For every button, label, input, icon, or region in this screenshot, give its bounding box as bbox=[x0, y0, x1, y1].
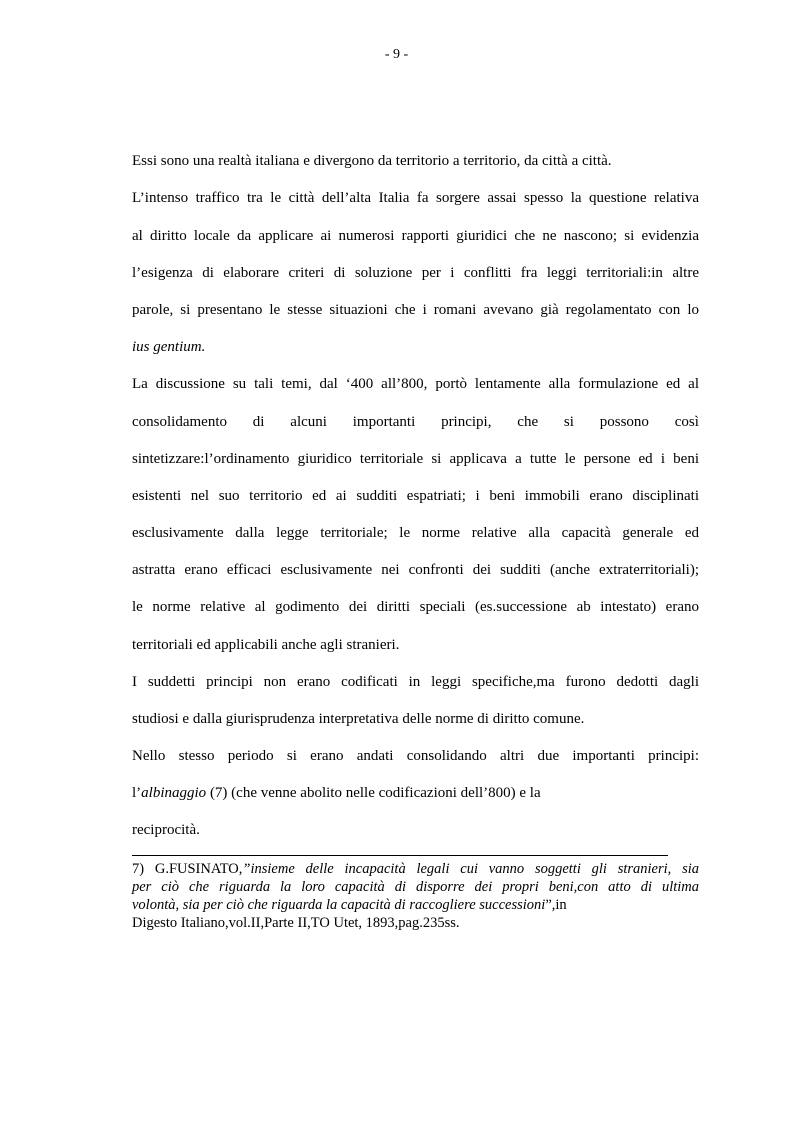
body-line-7: La discussione su tali temi, dal ‘400 all’800, portò lentamente alla formulazione ed al bbox=[132, 376, 699, 392]
word: che bbox=[517, 414, 539, 430]
body-line-14: territoriali ed applicabili anche agli stranieri. bbox=[132, 637, 400, 653]
body-line-19: reciprocità. bbox=[132, 822, 200, 838]
body-line-9: sintetizzare:l’ordinamento giuridico territoriale si applicava a tutte le persone ed i beni bbox=[132, 451, 699, 467]
body-line-3: al diritto locale da applicare ai numerosi rapporti giuridici che ne nascono; si evidenzia bbox=[132, 228, 699, 244]
word: così bbox=[674, 414, 699, 430]
word: possono bbox=[599, 414, 649, 430]
footnote-line-1: 7) G.FUSINATO,”insieme delle incapacità legali cui vanno soggetti gli stranieri, sia bbox=[132, 861, 699, 877]
body-line-2: L’intenso traffico tra le città dell’alta Italia fa sorgere assai spesso la questione relativa bbox=[132, 190, 699, 206]
body-line-10: esistenti nel suo territorio ed ai sudditi espatriati; i beni immobili erano disciplinati bbox=[132, 488, 699, 504]
body-line-13: le norme relative al godimento dei diritti speciali (es.successione ab intestato) erano bbox=[132, 599, 699, 615]
body-line-4: l’esigenza di elaborare criteri di soluzione per i conflitti fra leggi territoriali:in altre bbox=[132, 265, 699, 281]
body-line-16: studiosi e dalla giurisprudenza interpretativa delle norme di diritto comune. bbox=[132, 711, 585, 727]
albinaggio-term: albinaggio bbox=[141, 785, 207, 801]
word: di bbox=[252, 414, 265, 430]
footnote-line-4: Digesto Italiano,vol.II,Parte II,TO Utet, 1893,pag.235ss. bbox=[132, 915, 460, 931]
body-line-5: parole, si presentano le stesse situazioni che i romani avevano già regolamentato con lo bbox=[132, 302, 699, 318]
justified-line bbox=[132, 413, 699, 431]
word: alcuni bbox=[290, 414, 327, 430]
body-line-15: I suddetti principi non erano codificati in leggi specifiche,ma furono dedotti dagli bbox=[132, 674, 699, 690]
body-line-11: esclusivamente dalla legge territoriale; le norme relative alla capacità generale ed bbox=[132, 525, 699, 541]
body-line-8 bbox=[132, 413, 699, 431]
word: principi, bbox=[441, 414, 492, 430]
footnote-line-3: volontà, sia per ciò che riguarda la capacità di raccogliere successioni”,in bbox=[132, 897, 567, 913]
body-line-17: Nello stesso periodo si erano andati consolidando altri due importanti principi: bbox=[132, 748, 699, 764]
page-number: - 9 - bbox=[384, 47, 409, 62]
word: consolidamento bbox=[132, 414, 227, 430]
body-line-12: astratta erano efficaci esclusivamente nei confronti dei sudditi (anche extraterritoriali); bbox=[132, 562, 699, 578]
body-line-1: Essi sono una realtà italiana e divergono da territorio a territorio, da città a città. bbox=[132, 153, 612, 169]
body-line-6 bbox=[132, 338, 699, 356]
word: importanti bbox=[352, 414, 416, 430]
footnote-separator bbox=[132, 855, 668, 856]
footnote-line-2: per ciò che riguarda la loro capacità di disporre dei propri beni,con atto di ultima bbox=[132, 879, 699, 895]
word: si bbox=[563, 414, 574, 430]
body-line-18: l’albinaggio (7) (che venne abolito nelle codificazioni dell’800) e la bbox=[132, 785, 541, 801]
latin-term: ius gentium. bbox=[132, 339, 206, 355]
